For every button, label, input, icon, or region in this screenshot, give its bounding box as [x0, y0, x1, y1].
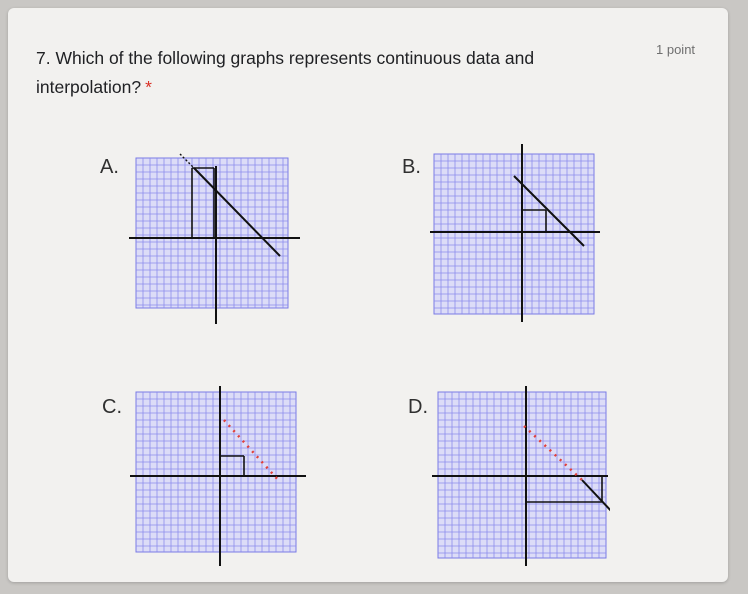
graph-c[interactable] — [124, 380, 308, 570]
question-text — [36, 44, 596, 102]
option-c-label[interactable]: C. — [102, 396, 122, 418]
grid-background — [136, 158, 288, 308]
option-d-label[interactable]: D. — [408, 396, 428, 418]
graph-a[interactable] — [124, 146, 304, 326]
points-label: 1 point — [656, 42, 696, 57]
graph-b[interactable] — [422, 136, 602, 326]
question-card — [8, 8, 728, 582]
grid-background — [434, 154, 594, 314]
option-b-label[interactable]: B. — [402, 156, 421, 178]
graph-d[interactable] — [426, 380, 610, 570]
option-a-label[interactable]: A. — [100, 156, 119, 178]
required-asterisk: * — [145, 77, 152, 97]
question-label: 7. Which of the following graphs represents continuous data and interpolation? — [36, 48, 535, 97]
